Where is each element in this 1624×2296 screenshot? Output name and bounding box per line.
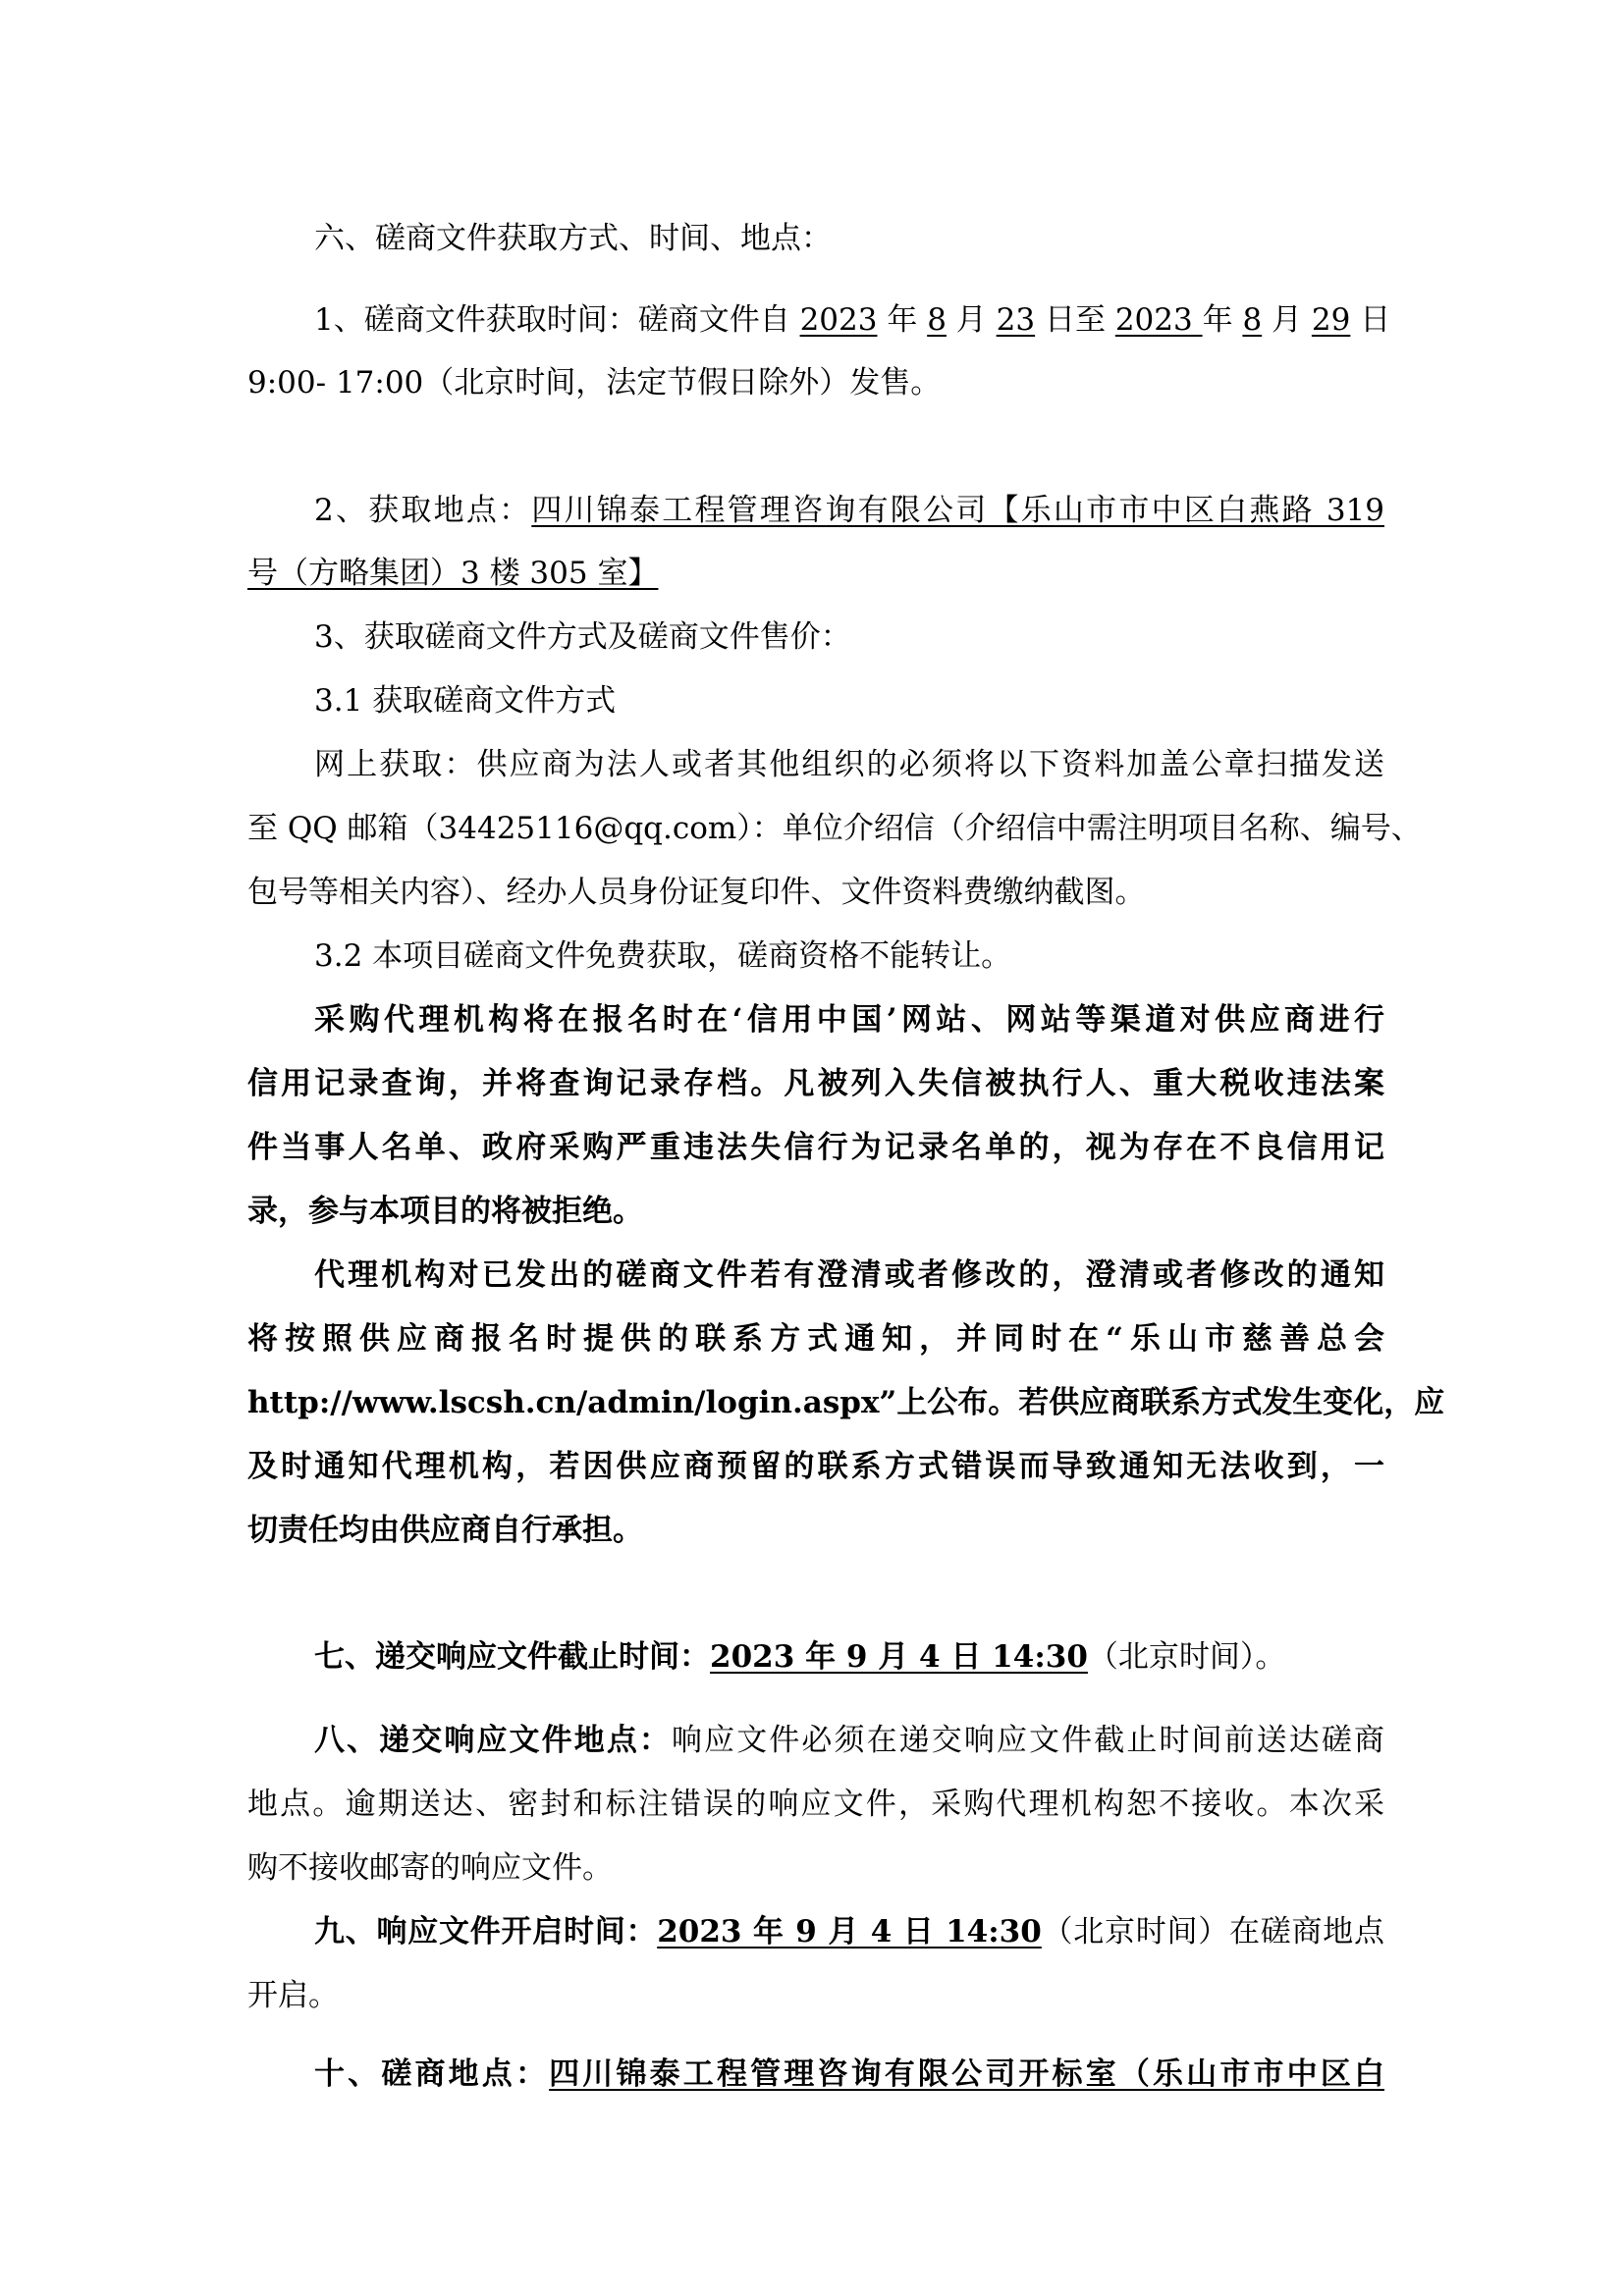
start-month: 8 [927, 302, 947, 338]
notice-line-4: 及时通知代理机构，若因供应商预留的联系方式错误而导致通知无法收到，一 [247, 1449, 1384, 1484]
section-10-line-1: 十、磋商地点：四川锦泰工程管理咨询有限公司开标室（乐山市市中区白 [314, 2056, 1385, 2092]
section-9-line-1: 九、响应文件开启时间：2023 年 9 月 4 日 14:30（北京时间）在磋商地点 [314, 1914, 1385, 1949]
section-8-line-3: 购不接收邮寄的响应文件。 [247, 1850, 613, 1886]
acquisition-time-line-2: 9:00- 17:00（北京时间，法定节假日除外）发售。 [247, 365, 942, 400]
section-8-line-1: 八、递交响应文件地点：响应文件必须在递交响应文件截止时间前送达磋商 [314, 1723, 1384, 1758]
acquisition-place-line-1: 2、获取地点：四川锦泰工程管理咨询有限公司【乐山市市中区白燕路 319 [314, 493, 1384, 528]
deadline-time: 2023 年 9 月 4 日 14:30 [710, 1639, 1088, 1675]
section-7-deadline: 七、递交响应文件截止时间：2023 年 9 月 4 日 14:30（北京时间）。 [314, 1639, 1286, 1675]
section-9-line-2: 开启。 [247, 1978, 339, 2013]
credit-check-line-2: 信用记录查询，并将查询记录存档。凡被列入失信被执行人、重大税收违法案 [247, 1066, 1384, 1101]
start-year: 2023 [799, 302, 878, 338]
method-3-2-text: 3.2 本项目磋商文件免费获取，磋商资格不能转让。 [314, 938, 1012, 974]
online-acquisition-line-1: 网上获取：供应商为法人或者其他组织的必须将以下资料加盖公章扫描发送 [314, 747, 1384, 782]
credit-check-line-1: 采购代理机构将在报名时在‘信用中国’网站、网站等渠道对供应商进行 [314, 1002, 1384, 1038]
end-year: 2023 [1114, 302, 1203, 338]
online-acquisition-line-2: 至 QQ 邮箱（34425116@qq.com）：单位介绍信（介绍信中需注明项目名称、编号、 [247, 811, 1422, 846]
opening-time: 2023 年 9 月 4 日 14:30 [657, 1914, 1042, 1949]
negotiation-venue: 四川锦泰工程管理咨询有限公司开标室（乐山市市中区白 [549, 2056, 1385, 2092]
acquisition-place-address: 四川锦泰工程管理咨询有限公司【乐山市市中区白燕路 319 [531, 493, 1384, 528]
notice-line-5: 切责任均由供应商自行承担。 [247, 1513, 643, 1548]
acquisition-method-heading: 3、获取磋商文件方式及磋商文件售价： [314, 619, 851, 655]
notice-line-2: 将按照供应商报名时提供的联系方式通知，并同时在“乐山市慈善总会 [247, 1321, 1384, 1357]
start-day: 23 [996, 302, 1036, 338]
acquisition-place-line-2: 号（方略集团）3 楼 305 室】 [247, 556, 659, 591]
notice-line-3: http://www.lscsh.cn/admin/login.aspx”上公布。若供应商联系方式发生变化，应 [247, 1385, 1445, 1420]
acquisition-time-line-1: 1、磋商文件获取时间：磋商文件自 2023 年 8 月 23 日至 2023 年 8 月 29 日 [314, 302, 1391, 338]
section-8-line-2: 地点。逾期送达、密封和标注错误的响应文件，采购代理机构恕不接收。本次采 [247, 1787, 1384, 1822]
method-3-1-heading: 3.1 获取磋商文件方式 [314, 683, 617, 719]
notice-line-1: 代理机构对已发出的磋商文件若有澄清或者修改的，澄清或者修改的通知 [314, 1257, 1384, 1293]
online-acquisition-line-3: 包号等相关内容）、经办人员身份证复印件、文件资料费缴纳截图。 [247, 875, 1146, 910]
end-day: 29 [1311, 302, 1351, 338]
credit-check-line-3: 件当事人名单、政府采购严重违法失信行为记录名单的，视为存在不良信用记 [247, 1130, 1384, 1165]
end-month: 8 [1242, 302, 1263, 338]
section-6-heading: 六、磋商文件获取方式、时间、地点： [314, 221, 832, 256]
credit-check-line-4: 录，参与本项目的将被拒绝。 [247, 1194, 643, 1229]
